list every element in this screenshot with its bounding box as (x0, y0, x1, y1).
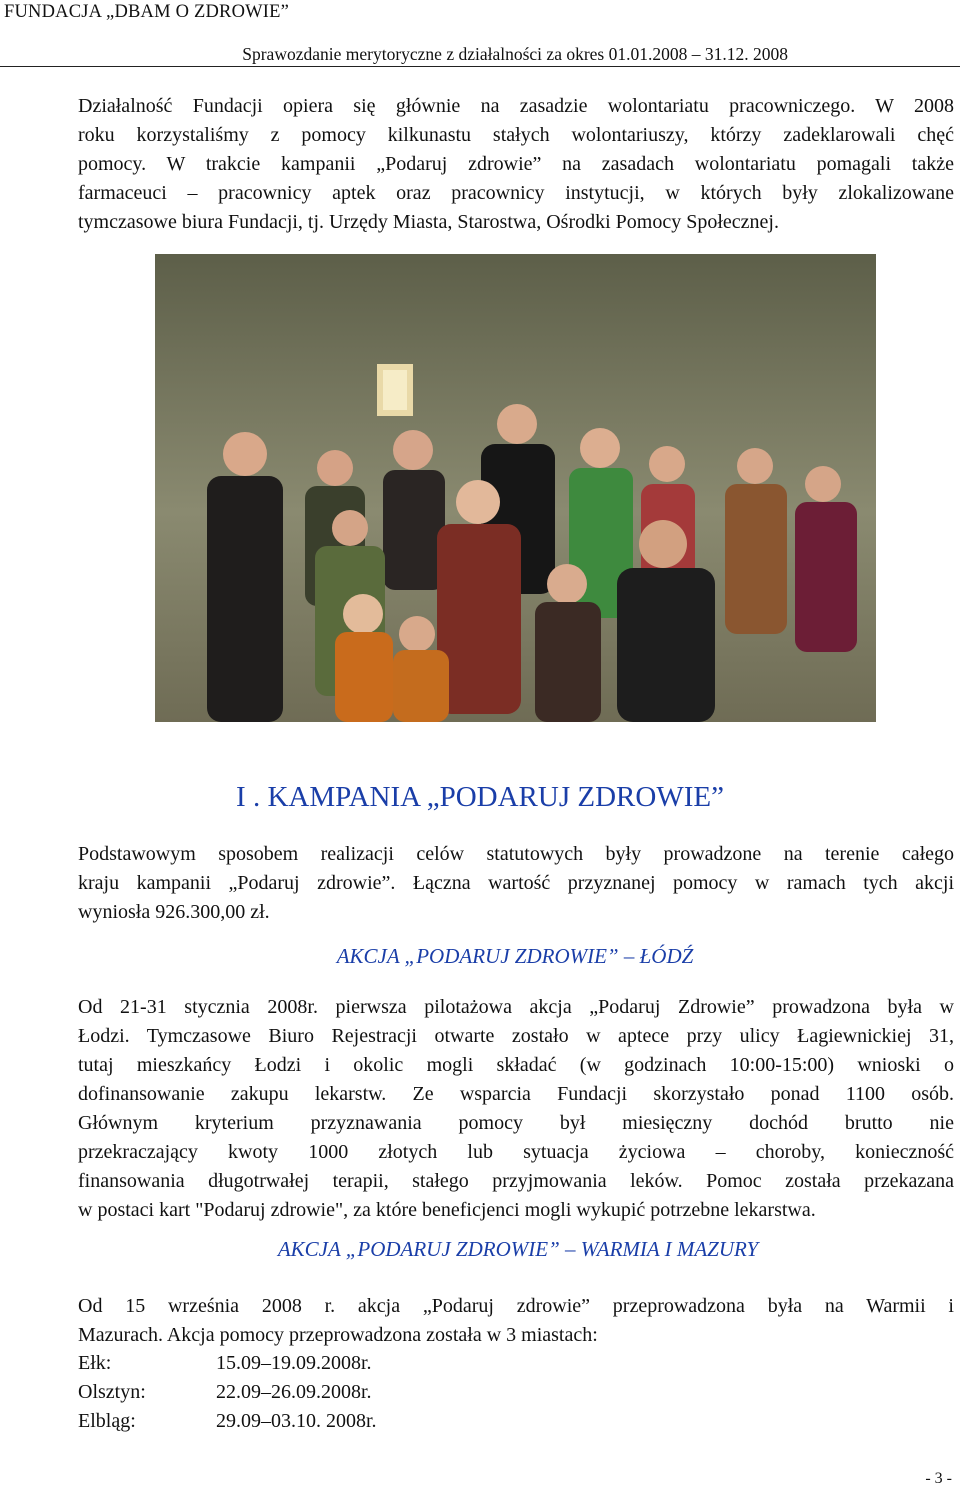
text-line: w postaci kart "Podaruj zdrowie", za które beneficjenci mogli wykupić potrzebne lekarstwa. (78, 1199, 816, 1221)
subheading-warmia: AKCJA „PODARUJ ZDROWIE” – WARMIA I MAZURY (277, 1237, 759, 1261)
city-name: Elbląg: (78, 1410, 136, 1432)
list-item (78, 1378, 377, 1407)
city-dates: 29.09–03.10. 2008r. (216, 1410, 377, 1432)
header-organization: FUNDACJA „DBAM O ZDROWIE” (4, 2, 290, 22)
group-photo-image (155, 254, 876, 722)
text-line: tutaj mieszkańcy Łodzi i okolic mogli składać (w godzinach 10:00-15:00) wnioski o (78, 1054, 954, 1076)
text-line: roku korzystaliśmy z pomocy kilkunastu stałych wolontariuszy, którzy zadeklarowali chęć (78, 124, 954, 146)
city-name: Ełk: (78, 1352, 112, 1374)
city-dates: 22.09–26.09.2008r. (216, 1381, 372, 1403)
text-line: Podstawowym sposobem realizacji celów statutowych były prowadzone na terenie całego (78, 843, 954, 865)
text-line: przekraczający kwoty 1000 złotych lub sytuacja życiowa – choroby, konieczność (78, 1141, 954, 1163)
text-line: tymczasowe biura Fundacji, tj. Urzędy Miasta, Starostwa, Ośrodki Pomocy Społecznej. (78, 211, 779, 233)
text-line: Od 21-31 stycznia 2008r. pierwsza pilotażowa akcja „Podaruj Zdrowie” prowadzona była w (78, 996, 954, 1018)
text-line: kraju kampanii „Podaruj zdrowie”. Łączna wartość przyznanej pomocy w ramach tych akcji (78, 872, 954, 894)
city-dates-list (78, 1349, 377, 1436)
group-photo (155, 254, 876, 722)
page-number: - 3 - (925, 1470, 952, 1487)
text-line: pomocy. W trakcie kampanii „Podaruj zdrowie” na zasadach wolontariatu pomagali także (78, 153, 954, 175)
city-dates: 15.09–19.09.2008r. (216, 1352, 372, 1374)
section-heading-kampania: I . KAMPANIA „PODARUJ ZDROWIE” (236, 781, 724, 813)
text-line: Łodzi. Tymczasowe Biuro Rejestracji otwarte zostało w aptece przy ulicy Łagiewnickiej 31, (78, 1025, 954, 1047)
lodz-paragraph (78, 993, 954, 1225)
intro-paragraph (78, 92, 954, 237)
text-line: farmaceuci – pracownicy aptek oraz pracownicy instytucji, w których były zlokalizowane (78, 182, 954, 204)
warmia-paragraph (78, 1292, 954, 1350)
text-line: Od 15 września 2008 r. akcja „Podaruj zdrowie” przeprowadzona była na Warmii i (78, 1295, 954, 1317)
list-item (78, 1407, 377, 1436)
text-line: finansowania długotrwałej terapii, stałego przyjmowania leków. Pomoc została przekazana (78, 1170, 954, 1192)
text-line: Działalność Fundacji opiera się głównie na zasadzie wolontariatu pracowniczego. W 2008 (78, 95, 954, 117)
kampania-paragraph (78, 840, 954, 927)
page-header (0, 0, 960, 70)
city-name: Olsztyn: (78, 1381, 146, 1403)
header-divider (0, 66, 960, 67)
text-line: Głównym kryterium przyznawania pomocy był miesięczny dochód brutto nie (78, 1112, 954, 1134)
text-line: Mazurach. Akcja pomocy przeprowadzona została w 3 miastach: (78, 1324, 598, 1346)
subheading-lodz: AKCJA „PODARUJ ZDROWIE” – ŁÓDŹ (336, 944, 694, 968)
text-line: dofinansowanie zakupu lekarstw. Ze wsparcia Fundacji skorzystało ponad 1100 osób. (78, 1083, 954, 1105)
list-item (78, 1349, 377, 1378)
text-line: wyniosła 926.300,00 zł. (78, 901, 270, 923)
header-report-title: Sprawozdanie merytoryczne z działalności za okres 01.01.2008 – 31.12. 2008 (242, 44, 788, 64)
